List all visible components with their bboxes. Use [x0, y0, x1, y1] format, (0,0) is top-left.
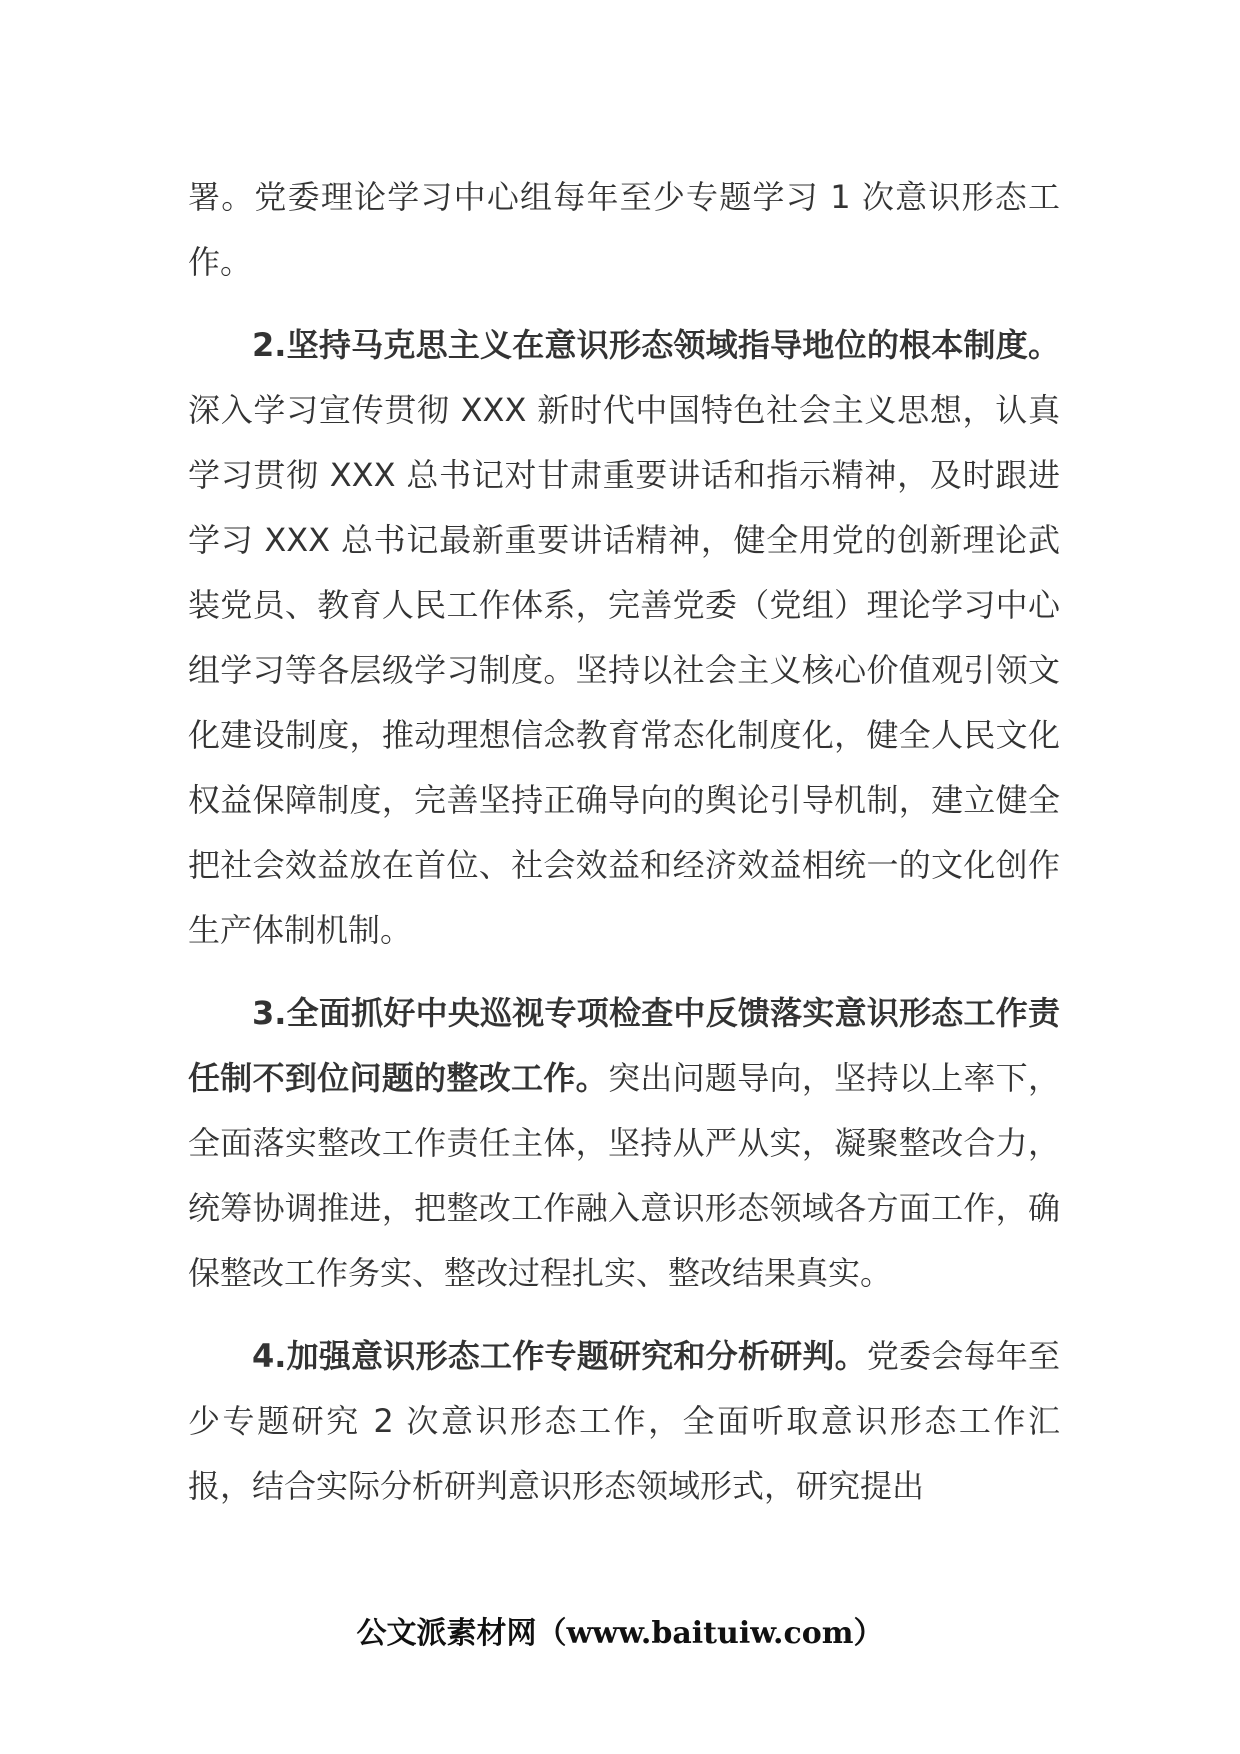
paragraph-heading: 4.加强意识形态工作专题研究和分析研判。: [252, 1337, 867, 1375]
document-body: [188, 165, 1060, 1519]
paragraph-body: 党委会每年至少专题研究 2 次意识形态工作，全面听取意识形态工作汇报，结合实际分析研判意识形态领域形式，研究提出: [188, 1337, 1060, 1505]
paragraph-item-2: [188, 313, 1060, 963]
paragraph-item-4: [188, 1324, 1060, 1519]
paragraph-continuation: [188, 165, 1060, 295]
paragraph-item-3: [188, 981, 1060, 1306]
paragraph-heading: 2.坚持马克思主义在意识形态领域指导地位的根本制度。: [252, 326, 1060, 364]
footer-watermark: 公文派素材网（www.baituiw.com）: [356, 1616, 884, 1651]
paragraph-body: 突出问题导向，坚持以上率下，全面落实整改工作责任主体，坚持从严从实，凝聚整改合力，统筹协调推进，把整改工作融入意识形态领域各方面工作，确保整改工作务实、整改过程扎实、整改结果真实。: [188, 1059, 1060, 1292]
paragraph-body: 深入学习宣传贯彻 XXX 新时代中国特色社会主义思想，认真学习贯彻 XXX 总书记对甘肃重要讲话和指示精神，及时跟进学习 XXX 总书记最新重要讲话精神，健全用党的创新理论武装党员、教育人民工作体系，完善党委（党组）理论学习中心组学习等各层级学习制度。坚持以社会主义核心价值观引领文化建设制度，推动理想信念教育常态化制度化，健全人民文化权益保障制度，完善坚持正确导向的舆论引导机制，建立健全把社会效益放在首位、社会效益和经济效益相统一的文化创作生产体制机制。: [188, 391, 1060, 949]
paragraph-body: 署。党委理论学习中心组每年至少专题学习 1 次意识形态工作。: [188, 178, 1060, 281]
paragraph-heading: 3.全面抓好中央巡视专项检查中反馈落实意识形态工作责任制不到位问题的整改工作。: [188, 994, 1060, 1097]
